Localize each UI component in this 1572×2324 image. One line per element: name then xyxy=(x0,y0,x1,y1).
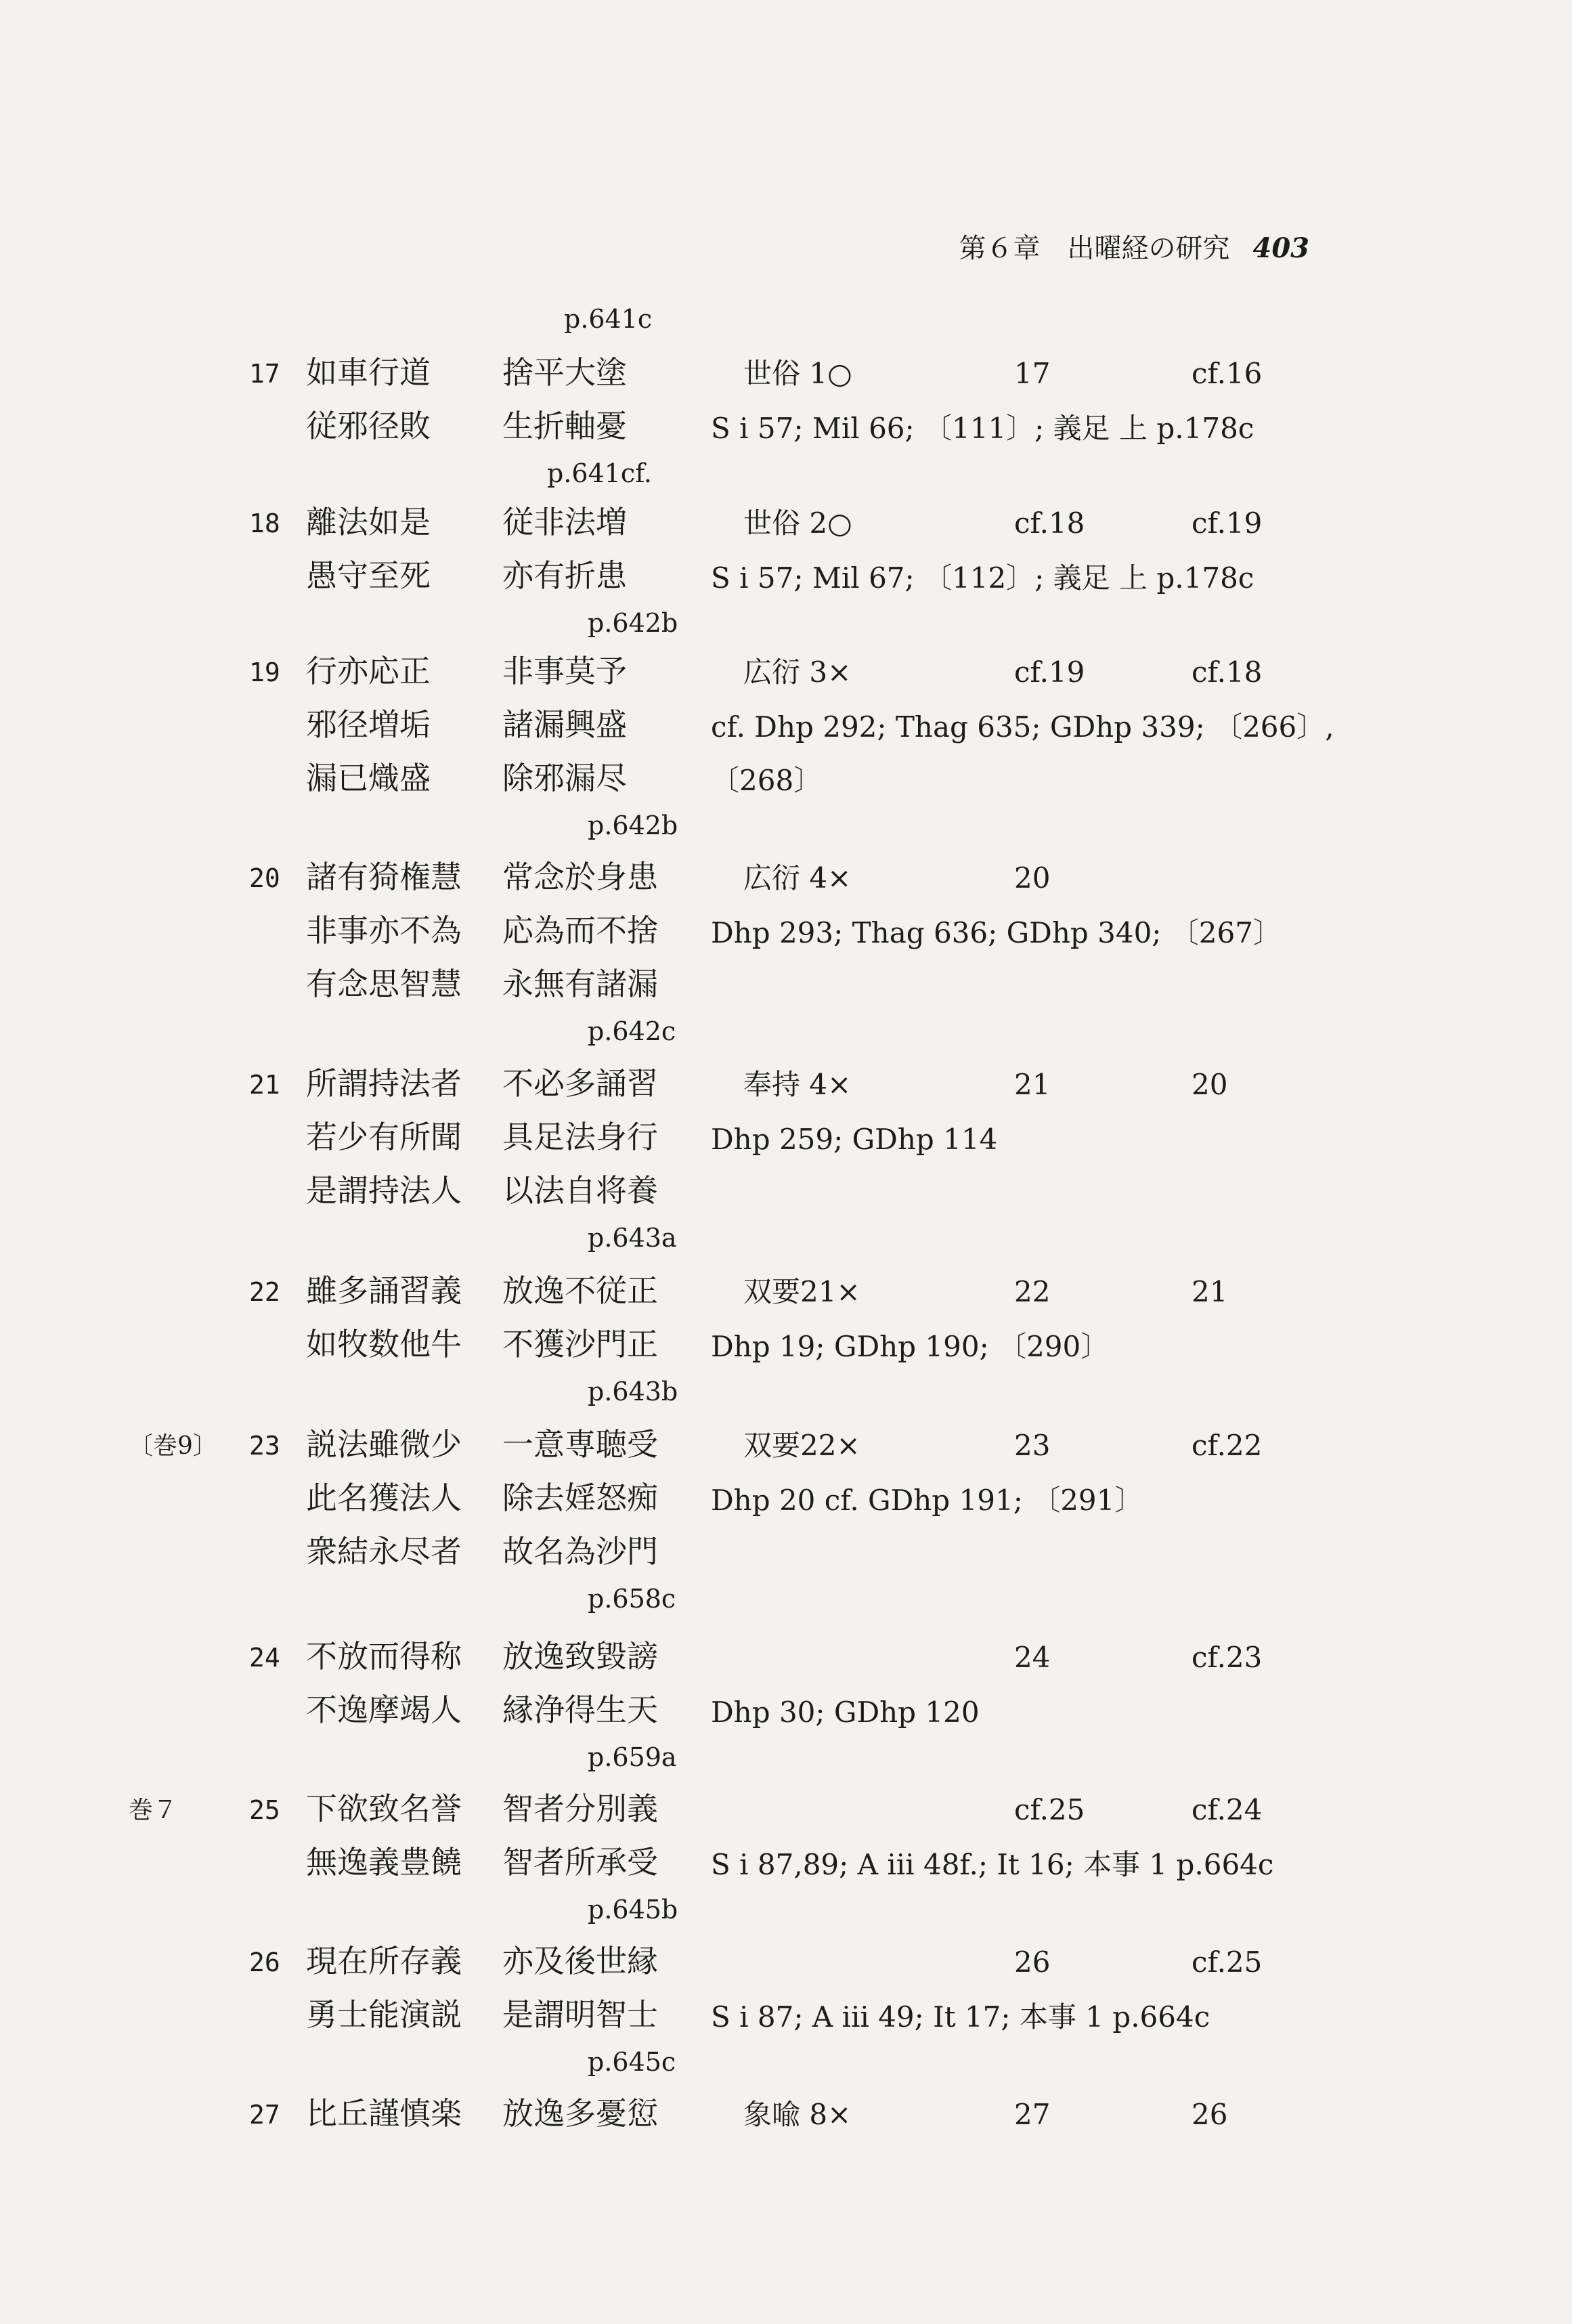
parallel-sources: S i 87; A iii 49; It 17; 本事 1 p.664c xyxy=(711,2000,1210,2034)
verse-line-second-half: 亦及後世縁 xyxy=(502,1943,658,1979)
parallel-verse-a: 24 xyxy=(1014,1641,1051,1674)
verse-reference: p.642c xyxy=(588,1016,676,1046)
verse-line-second-half: 智者所承受 xyxy=(502,1844,658,1880)
parallel-sources: S i 87,89; A iii 48f.; It 16; 本事 1 p.664c xyxy=(711,1848,1274,1881)
verse-line-second-half: 智者分別義 xyxy=(502,1790,658,1827)
verse-reference: p.641c xyxy=(564,304,653,334)
parallel-verse-a: 26 xyxy=(1014,1945,1051,1979)
parallel-verse-b: cf.24 xyxy=(1192,1793,1263,1826)
verse-line-second-half: 亦有折患 xyxy=(502,557,627,594)
verse-line-first-half: 勇士能演説 xyxy=(306,1996,462,2033)
verse-line-second-half: 不必多誦習 xyxy=(502,1065,658,1102)
fascicle-note: 〔巻9〕 xyxy=(129,1432,217,1460)
verse-line-first-half: 非事亦不為 xyxy=(306,912,462,949)
parallel-verse-b: 21 xyxy=(1192,1275,1228,1308)
verse-line-first-half: 説法雖微少 xyxy=(306,1426,462,1463)
verse-line-second-half: 永無有諸漏 xyxy=(502,966,658,1002)
verse-number: 20 xyxy=(249,863,280,893)
verse-number: 23 xyxy=(249,1431,280,1461)
verse-line-first-half: 若少有所聞 xyxy=(306,1119,462,1155)
verse-line-first-half: 漏已熾盛 xyxy=(306,760,431,796)
parallel-sources: Dhp 20 cf. GDhp 191; 〔291〕 xyxy=(711,1484,1143,1517)
parallel-chapter: 世俗 1○ xyxy=(743,357,852,390)
parallel-verse-a: cf.25 xyxy=(1014,1793,1085,1826)
parallel-verse-b: 20 xyxy=(1192,1068,1228,1101)
parallel-verse-a: 27 xyxy=(1014,2098,1051,2131)
verse-line-first-half: 所謂持法者 xyxy=(306,1065,462,1102)
chapter-title: 第６章 出曜経の研究 xyxy=(959,233,1230,264)
verse-line-first-half: 有念思智慧 xyxy=(306,966,462,1002)
verse-line-second-half: 生折軸憂 xyxy=(502,408,627,444)
parallel-verse-a: 22 xyxy=(1014,1275,1051,1308)
verse-line-first-half: 諸有猗権慧 xyxy=(306,859,462,895)
verse-reference: p.642b xyxy=(588,608,678,638)
verse-line-second-half: 放逸致毀謗 xyxy=(502,1638,658,1675)
verse-line-first-half: 衆結永尽者 xyxy=(306,1533,462,1570)
verse-number: 17 xyxy=(249,359,280,389)
running-header xyxy=(959,227,1310,265)
verse-line-first-half: 不放而得称 xyxy=(306,1638,462,1675)
parallel-chapter: 広衍 3× xyxy=(743,655,852,689)
parallel-sources: S i 57; Mil 66; 〔111〕; 義足 上 p.178c xyxy=(711,412,1254,445)
verse-number: 24 xyxy=(249,1643,280,1673)
parallel-chapter: 双要22× xyxy=(743,1429,860,1462)
verse-line-first-half: 不逸摩竭人 xyxy=(306,1692,462,1728)
parallel-sources: Dhp 19; GDhp 190; 〔290〕 xyxy=(711,1330,1110,1363)
verse-line-second-half: 故名為沙門 xyxy=(502,1533,658,1570)
verse-line-first-half: 邪径増垢 xyxy=(306,706,431,743)
verse-line-first-half: 如車行道 xyxy=(306,354,431,391)
parallel-sources-cont: 〔268〕 xyxy=(711,764,823,797)
verse-line-first-half: 愚守至死 xyxy=(306,557,431,594)
verse-line-second-half: 放逸不従正 xyxy=(502,1272,658,1309)
verse-number: 25 xyxy=(249,1795,280,1825)
parallel-chapter: 世俗 2○ xyxy=(743,507,852,540)
verse-reference: p.645b xyxy=(588,1895,678,1924)
verse-line-first-half: 行亦応正 xyxy=(306,653,431,689)
parallel-verse-a: cf.18 xyxy=(1014,507,1085,540)
verse-line-second-half: 除去婬怒痴 xyxy=(502,1480,658,1516)
verse-reference: p.643a xyxy=(588,1223,677,1253)
verse-line-second-half: 縁浄得生天 xyxy=(502,1692,658,1728)
verse-line-first-half: 離法如是 xyxy=(306,504,431,540)
parallel-chapter: 奉持 4× xyxy=(743,1068,852,1101)
fascicle-note: 巻７ xyxy=(129,1796,178,1824)
parallel-sources: Dhp 30; GDhp 120 xyxy=(711,1696,980,1729)
verse-line-second-half: 以法自将養 xyxy=(502,1172,658,1209)
parallel-sources: Dhp 259; GDhp 114 xyxy=(711,1123,998,1156)
verse-reference: p.643b xyxy=(588,1377,678,1406)
verse-line-first-half: 無逸義豊饒 xyxy=(306,1844,462,1880)
verse-line-first-half: 従邪径敗 xyxy=(306,408,431,444)
parallel-chapter: 象喩 8× xyxy=(743,2098,852,2131)
verse-line-second-half: 従非法増 xyxy=(502,504,627,540)
verse-reference: p.642b xyxy=(588,811,678,840)
verse-line-second-half: 諸漏興盛 xyxy=(502,706,627,743)
verse-line-second-half: 応為而不捨 xyxy=(502,912,658,949)
verse-line-second-half: 具足法身行 xyxy=(502,1119,658,1155)
parallel-chapter: 広衍 4× xyxy=(743,861,852,895)
parallel-verse-b: cf.18 xyxy=(1192,655,1263,689)
verse-line-second-half: 除邪漏尽 xyxy=(502,760,627,796)
parallel-sources: cf. Dhp 292; Thag 635; GDhp 339; 〔266〕, xyxy=(711,710,1334,744)
page-number: 403 xyxy=(1252,232,1309,264)
verse-line-second-half: 放逸多憂愆 xyxy=(502,2095,658,2132)
verse-line-second-half: 是謂明智士 xyxy=(502,1996,658,2033)
verse-number: 21 xyxy=(249,1070,280,1100)
parallel-verse-a: 21 xyxy=(1014,1068,1051,1101)
parallel-sources: Dhp 293; Thag 636; GDhp 340; 〔267〕 xyxy=(711,916,1282,949)
verse-reference: p.659a xyxy=(588,1742,677,1772)
parallel-verse-a: cf.19 xyxy=(1014,655,1085,689)
verse-number: 19 xyxy=(249,658,280,687)
verse-line-second-half: 非事莫予 xyxy=(502,653,627,689)
verse-line-second-half: 捨平大塗 xyxy=(502,354,627,391)
parallel-verse-a: 17 xyxy=(1014,357,1051,390)
verse-line-first-half: 雖多誦習義 xyxy=(306,1272,462,1309)
verse-line-first-half: 是謂持法人 xyxy=(306,1172,462,1209)
parallel-verse-a: 23 xyxy=(1014,1429,1051,1462)
verse-line-first-half: 下欲致名誉 xyxy=(306,1790,462,1827)
parallel-verse-b: cf.19 xyxy=(1192,507,1263,540)
parallel-verse-a: 20 xyxy=(1014,861,1051,895)
verse-line-first-half: 比丘謹慎楽 xyxy=(306,2095,462,2132)
verse-number: 26 xyxy=(249,1948,280,1977)
verse-line-second-half: 常念於身患 xyxy=(502,859,658,895)
verse-line-first-half: 現在所存義 xyxy=(306,1943,462,1979)
verse-line-first-half: 如牧数他牛 xyxy=(306,1326,462,1362)
verse-number: 27 xyxy=(249,2100,280,2130)
parallel-verse-b: cf.25 xyxy=(1192,1945,1263,1979)
verse-line-second-half: 不獲沙門正 xyxy=(502,1326,658,1362)
verse-number: 22 xyxy=(249,1277,280,1307)
parallel-verse-b: cf.16 xyxy=(1192,357,1263,390)
verse-line-first-half: 此名獲法人 xyxy=(306,1480,462,1516)
verse-reference: p.645c xyxy=(588,2047,676,2077)
parallel-verse-b: 26 xyxy=(1192,2098,1228,2131)
verse-reference: p.658c xyxy=(588,1584,676,1614)
verse-reference: p.641cf. xyxy=(547,458,653,488)
parallel-chapter: 双要21× xyxy=(743,1275,860,1308)
verse-line-second-half: 一意専聴受 xyxy=(502,1426,658,1463)
parallel-sources: S i 57; Mil 67; 〔112〕; 義足 上 p.178c xyxy=(711,561,1254,595)
parallel-verse-b: cf.22 xyxy=(1192,1429,1263,1462)
parallel-verse-b: cf.23 xyxy=(1192,1641,1263,1674)
verse-number: 18 xyxy=(249,509,280,538)
